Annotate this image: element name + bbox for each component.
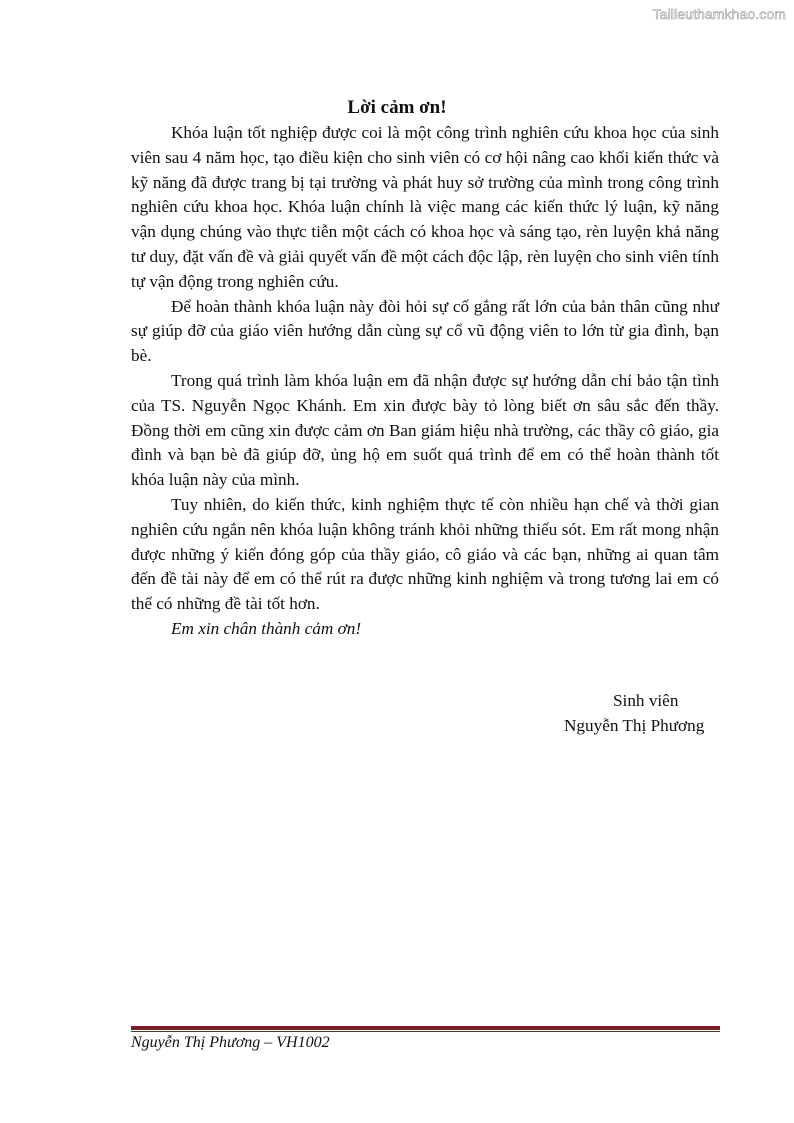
- closing-line: Em xin chân thành cảm ơn!: [171, 618, 362, 638]
- signature-role: Sinh viên: [613, 691, 679, 710]
- watermark-text: Tailieuthamkhao.com: [652, 6, 786, 22]
- signature-name: Nguyễn Thị Phương: [564, 715, 705, 735]
- signature-block: [564, 689, 764, 739]
- paragraph-2: Để hoàn thành khóa luận này đòi hỏi sự cố gắng rất lớn của bản thân cũng như sự giúp đỡ của giáo viên hướng dẫn cùng sự cổ vũ động viên to lớn từ gia đình, bạn bè.: [131, 296, 719, 366]
- paragraph-3: Trong quá trình làm khóa luận em đã nhận được sự hướng dẫn chỉ bảo tận tình của TS. Nguyễn Ngọc Khánh. Em xin được bày tỏ lòng biết ơn sâu sắc đến thầy. Đồng thời em cũng xin được cảm ơn Ban giám hiệu nhà trường, các thầy cô giáo, gia đình và bạn bè đã giúp đỡ, ủng hộ em suốt quá trình để em có thể hoàn thành tốt khóa luận này của mình.: [131, 370, 719, 490]
- acknowledgement-body: [131, 121, 719, 642]
- paragraph-1: Khóa luận tốt nghiệp được coi là một công trình nghiên cứu khoa học của sinh viên sau 4 năm học, tạo điều kiện cho sinh viên có cơ hội nâng cao khối kiến thức và kỹ năng đã được trang bị tại trường và phát huy sở trường của mình trong công trình nghiên cứu khoa học. Khóa luận chính là việc mang các kiến thức lý luận, kỹ năng vận dụng chúng vào thực tiễn một cách có khoa học và sáng tạo, rèn luyện khả năng tư duy, đặt vấn đề và giải quyết vấn đề một cách độc lập, rèn luyện cho sinh viên tính tự vận động trong nghiên cứu.: [131, 123, 719, 291]
- footer-author: Nguyễn Thị Phương – VH1002: [131, 1034, 330, 1051]
- paragraph-4: Tuy nhiên, do kiến thức, kinh nghiệm thực tế còn nhiều hạn chế và thời gian nghiên cứu ngắn nên khóa luận không tránh khỏi những thiếu sót. Em rất mong nhận được những ý kiến đóng góp của thầy giáo, cô giáo và các bạn, những ai quan tâm đến đề tài này để em có thể rút ra được những kinh nghiệm và trong tương lai em có thể có những đề tài tốt hơn.: [131, 494, 719, 614]
- page-title: Lời cảm ơn!: [347, 97, 447, 118]
